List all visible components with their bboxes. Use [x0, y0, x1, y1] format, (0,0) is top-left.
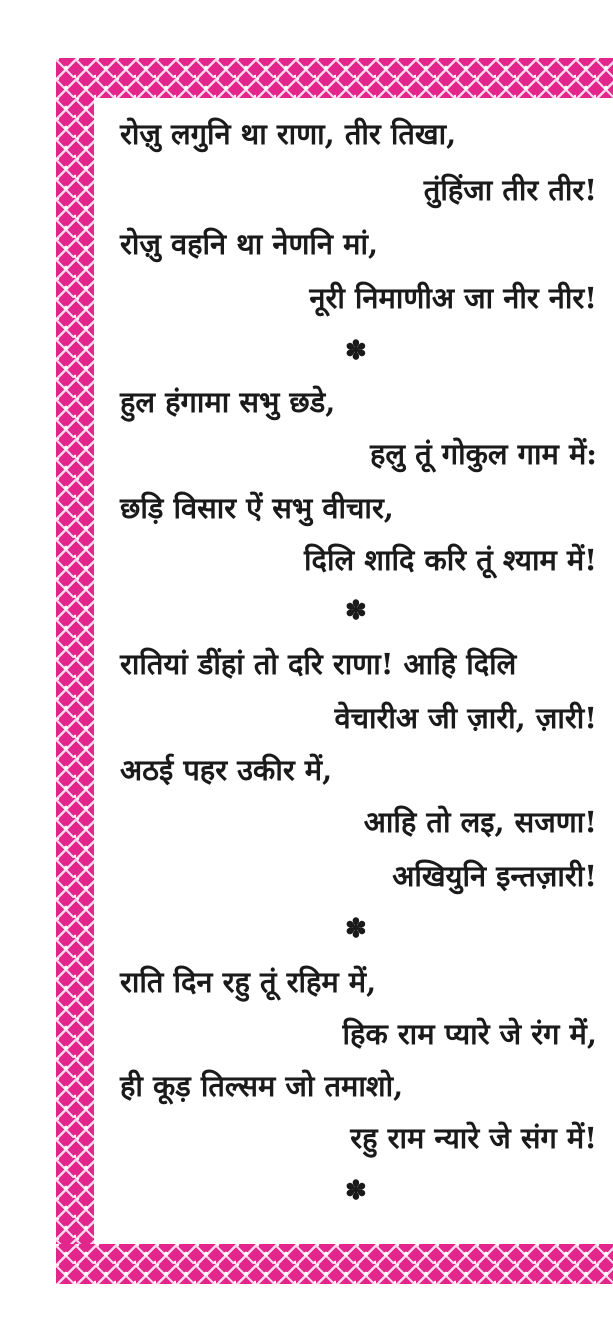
poem-line: वेचारीअ जी ज़ारी, ज़ारी! [334, 701, 597, 735]
poem-line: दिलि शादि करि तूं श्याम में! [304, 543, 597, 577]
poem-line: हिक राम प्यारे जे रंग में, [342, 1017, 597, 1051]
poem-line: ही कूड़ तिल्सम जो तमाशो, [120, 1069, 404, 1103]
stanza-separator: ✽ [345, 1176, 367, 1206]
stanza-separator: ✽ [345, 596, 367, 626]
poem-line: रोज़ु लगुनि था राणा, तीर तिखा, [120, 117, 457, 151]
decorative-border-top [56, 58, 613, 98]
poem-line: आहि तो लइ, सजणा! [363, 805, 597, 839]
poem-line: हलु तूं गोकुल गाम में: [370, 437, 597, 471]
poem-line: अखियुनि इन्तज़ारी! [392, 859, 597, 893]
poem-line: अठई पहर उकीर में, [120, 753, 333, 787]
poem-line: रातियां डींहां तो दरि राणा! आहि दिलि [120, 647, 517, 681]
poem-line: हुल हंगामा सभु छडे, [120, 385, 336, 419]
poem-line: राति दिन रहु तूं रहिम में, [120, 965, 377, 999]
stanza-separator: ✽ [345, 336, 367, 366]
poem-line: छड़ि विसार ऐं सभु वीचार, [120, 491, 394, 525]
stanza-separator: ✽ [345, 914, 367, 944]
decorative-border-left [56, 58, 94, 1284]
poem-line: रोज़ु वहनि था नेणनि मां, [120, 227, 379, 261]
poem-line: तुंहिंजा तीर तीर! [423, 173, 597, 207]
poem-line: रहु राम न्यारे जे संग में! [350, 1121, 597, 1155]
decorative-border-bottom [56, 1244, 613, 1284]
poem-line: नूरी निमाणीअ जा नीर नीर! [309, 281, 597, 315]
